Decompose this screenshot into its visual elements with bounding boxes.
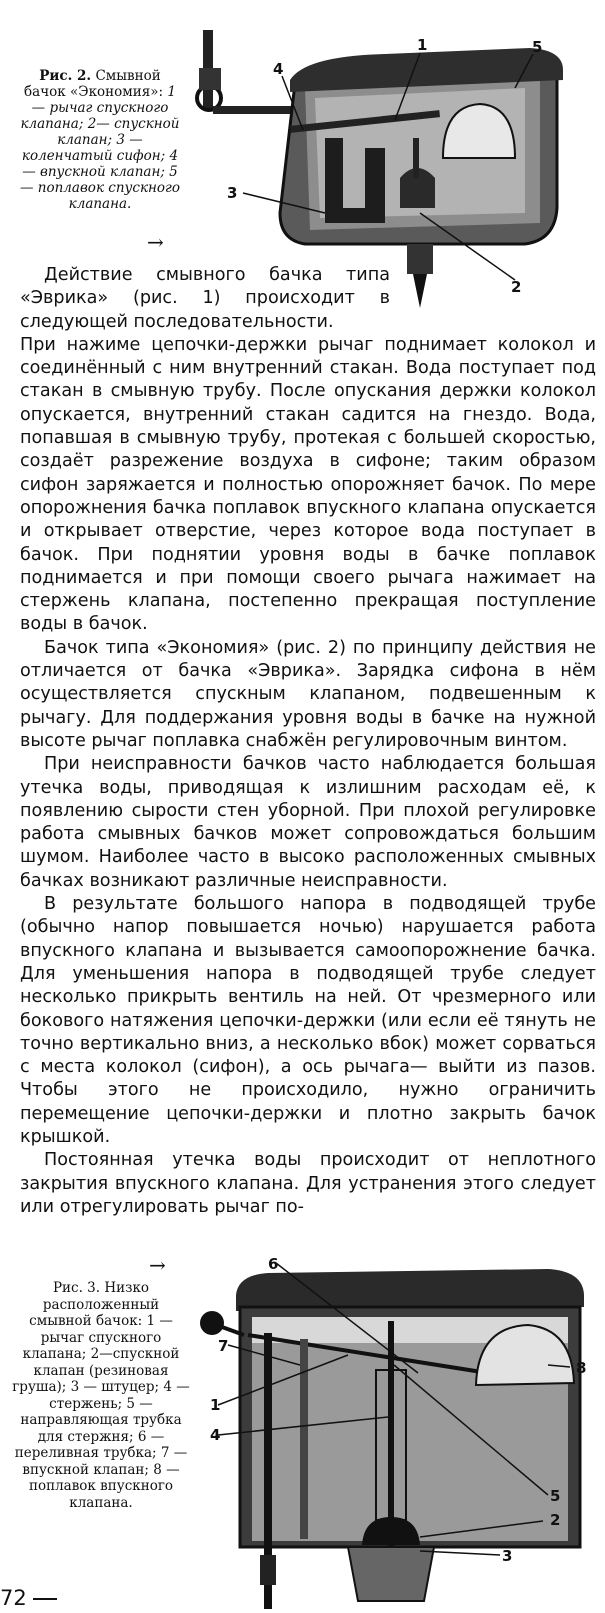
- figure-2-callout-1: 1: [417, 36, 428, 54]
- figure-2-callout-4: 4: [273, 60, 284, 78]
- figure-2-callout-3: 3: [227, 184, 238, 202]
- figure-2-caption: [20, 68, 180, 212]
- figure-2-title: Смывной бачок «Экономия»:: [24, 68, 164, 100]
- figure-3-callout-8: 8: [576, 1359, 587, 1377]
- figure-3-callout-2: 2: [550, 1511, 561, 1529]
- figure-3-tank-illustration: [188, 1255, 598, 1613]
- figure-3-callout-3: 3: [502, 1547, 513, 1565]
- paragraph-3: При неисправности бачков часто наблюдается большая утечка воды, приводящая к излишним расходам её, к появлению сырости стен уборной. При плохой регулировке работа смывных бачков может сопровождаться большим шумом. Наиболее часто в высоко расположенных смывных бачках возникают различные неисправности.: [20, 754, 596, 891]
- paragraph-1-lead: Действие смывного бачка типа «Эврика» (рис. 1) происходит в следующей последовательности.: [20, 265, 390, 332]
- figure-2-callout-2: 2: [511, 278, 522, 296]
- figure-2-label: Рис. 2.: [39, 68, 92, 84]
- figure-3-callout-7: 7: [218, 1337, 229, 1355]
- figure-3-callout-1: 1: [210, 1396, 221, 1414]
- paragraph-4: В результате большого напора в подводящей трубе (обычно напор повышается ночью) нарушается работа впускного клапана и вызывается самоопорожнение бачка. Для уменьшения напора в подводящей трубе следует несколько прикрыть вентиль на ней. От чрезмерного или бокового натяжения цепочки-держки (или если её тянуть не точно вертикально вниз, а несколько вбок) может сорваться с места колокол (сифон), а ось рычага— выйти из пазов. Чтобы этого не происходило, нужно ограничить перемещение цепочки-держки и плотно закрыть бачок крышкой.: [20, 894, 596, 1147]
- figure-3-callout-4: 4: [210, 1426, 221, 1444]
- figure-2-callout-5: 5: [532, 38, 543, 56]
- paragraph-5: Постоянная утечка воды происходит от неплотного закрытия впускного клапана. Для устранения этого следует или отрегулировать рычаг по-: [20, 1150, 596, 1217]
- page-number: [0, 1586, 57, 1610]
- paragraph-1: [20, 264, 596, 637]
- figure-2-legend: 1 — рычаг спускного клапана; 2— спускной клапан; 3 — коленчатый сифон; 4— впускной клапан; 5 — поплавок спускного клапана.: [20, 84, 180, 212]
- figure-3-callout-6: 6: [268, 1255, 279, 1273]
- paragraph-1-rest: При нажиме цепочки-держки рычаг поднимает колокол и соединённый с ним внутренний стакан. Вода поступает под стакан в смывную трубу. После опускания держки колокол опускается, внутренний стакан садится на гнездо. Вода, попавшая в смывную трубу, протекая с большей скоростью, создаёт разрежение воздуха в сифоне; таким образом сифон заряжается и полностью опорожняет бачок. По мере опорожнения бачка поплавок впускного клапана опускается и открывает отверстие, через которое вода поступает в бачок. При поднятии уровня воды в бачке поплавок поднимается и при помощи своего рычага нажимает на стержень клапана, постепенно прекращая поступление воды в бачок.: [20, 334, 596, 635]
- figure-2-arrow-icon: →: [147, 230, 164, 254]
- figure-3-label: Рис. 3.: [52, 1280, 101, 1296]
- paragraph-2: Бачок типа «Экономия» (рис. 2) по принципу действия не отличается от бачка «Эврика». Зарядка сифона в нём осуществляется спускным клапаном, подвешенным к рычагу. Для поддержания уровня воды в бачке на нужной высоте рычаг поплавка снабжён регулировочным винтом.: [20, 637, 596, 751]
- figure-3-text: Низко расположенный смывной бачок: 1 —рычаг спускного клапана; 2—спускной клапан (резиновая груша); 3 — штуцер; 4 — стержень; 5 — направляющая трубка для стержня; 6 — переливная трубка; 7 — впускной клапан; 8 — поплавок впускного клапана.: [12, 1280, 190, 1511]
- page-number-dash: [33, 1598, 57, 1600]
- figure-3-caption: [12, 1280, 190, 1511]
- article-body: [20, 264, 596, 1219]
- figure-3-callout-5: 5: [550, 1487, 561, 1505]
- page-number-value: 72: [0, 1586, 27, 1610]
- figure-3-arrow-icon: →: [149, 1253, 166, 1277]
